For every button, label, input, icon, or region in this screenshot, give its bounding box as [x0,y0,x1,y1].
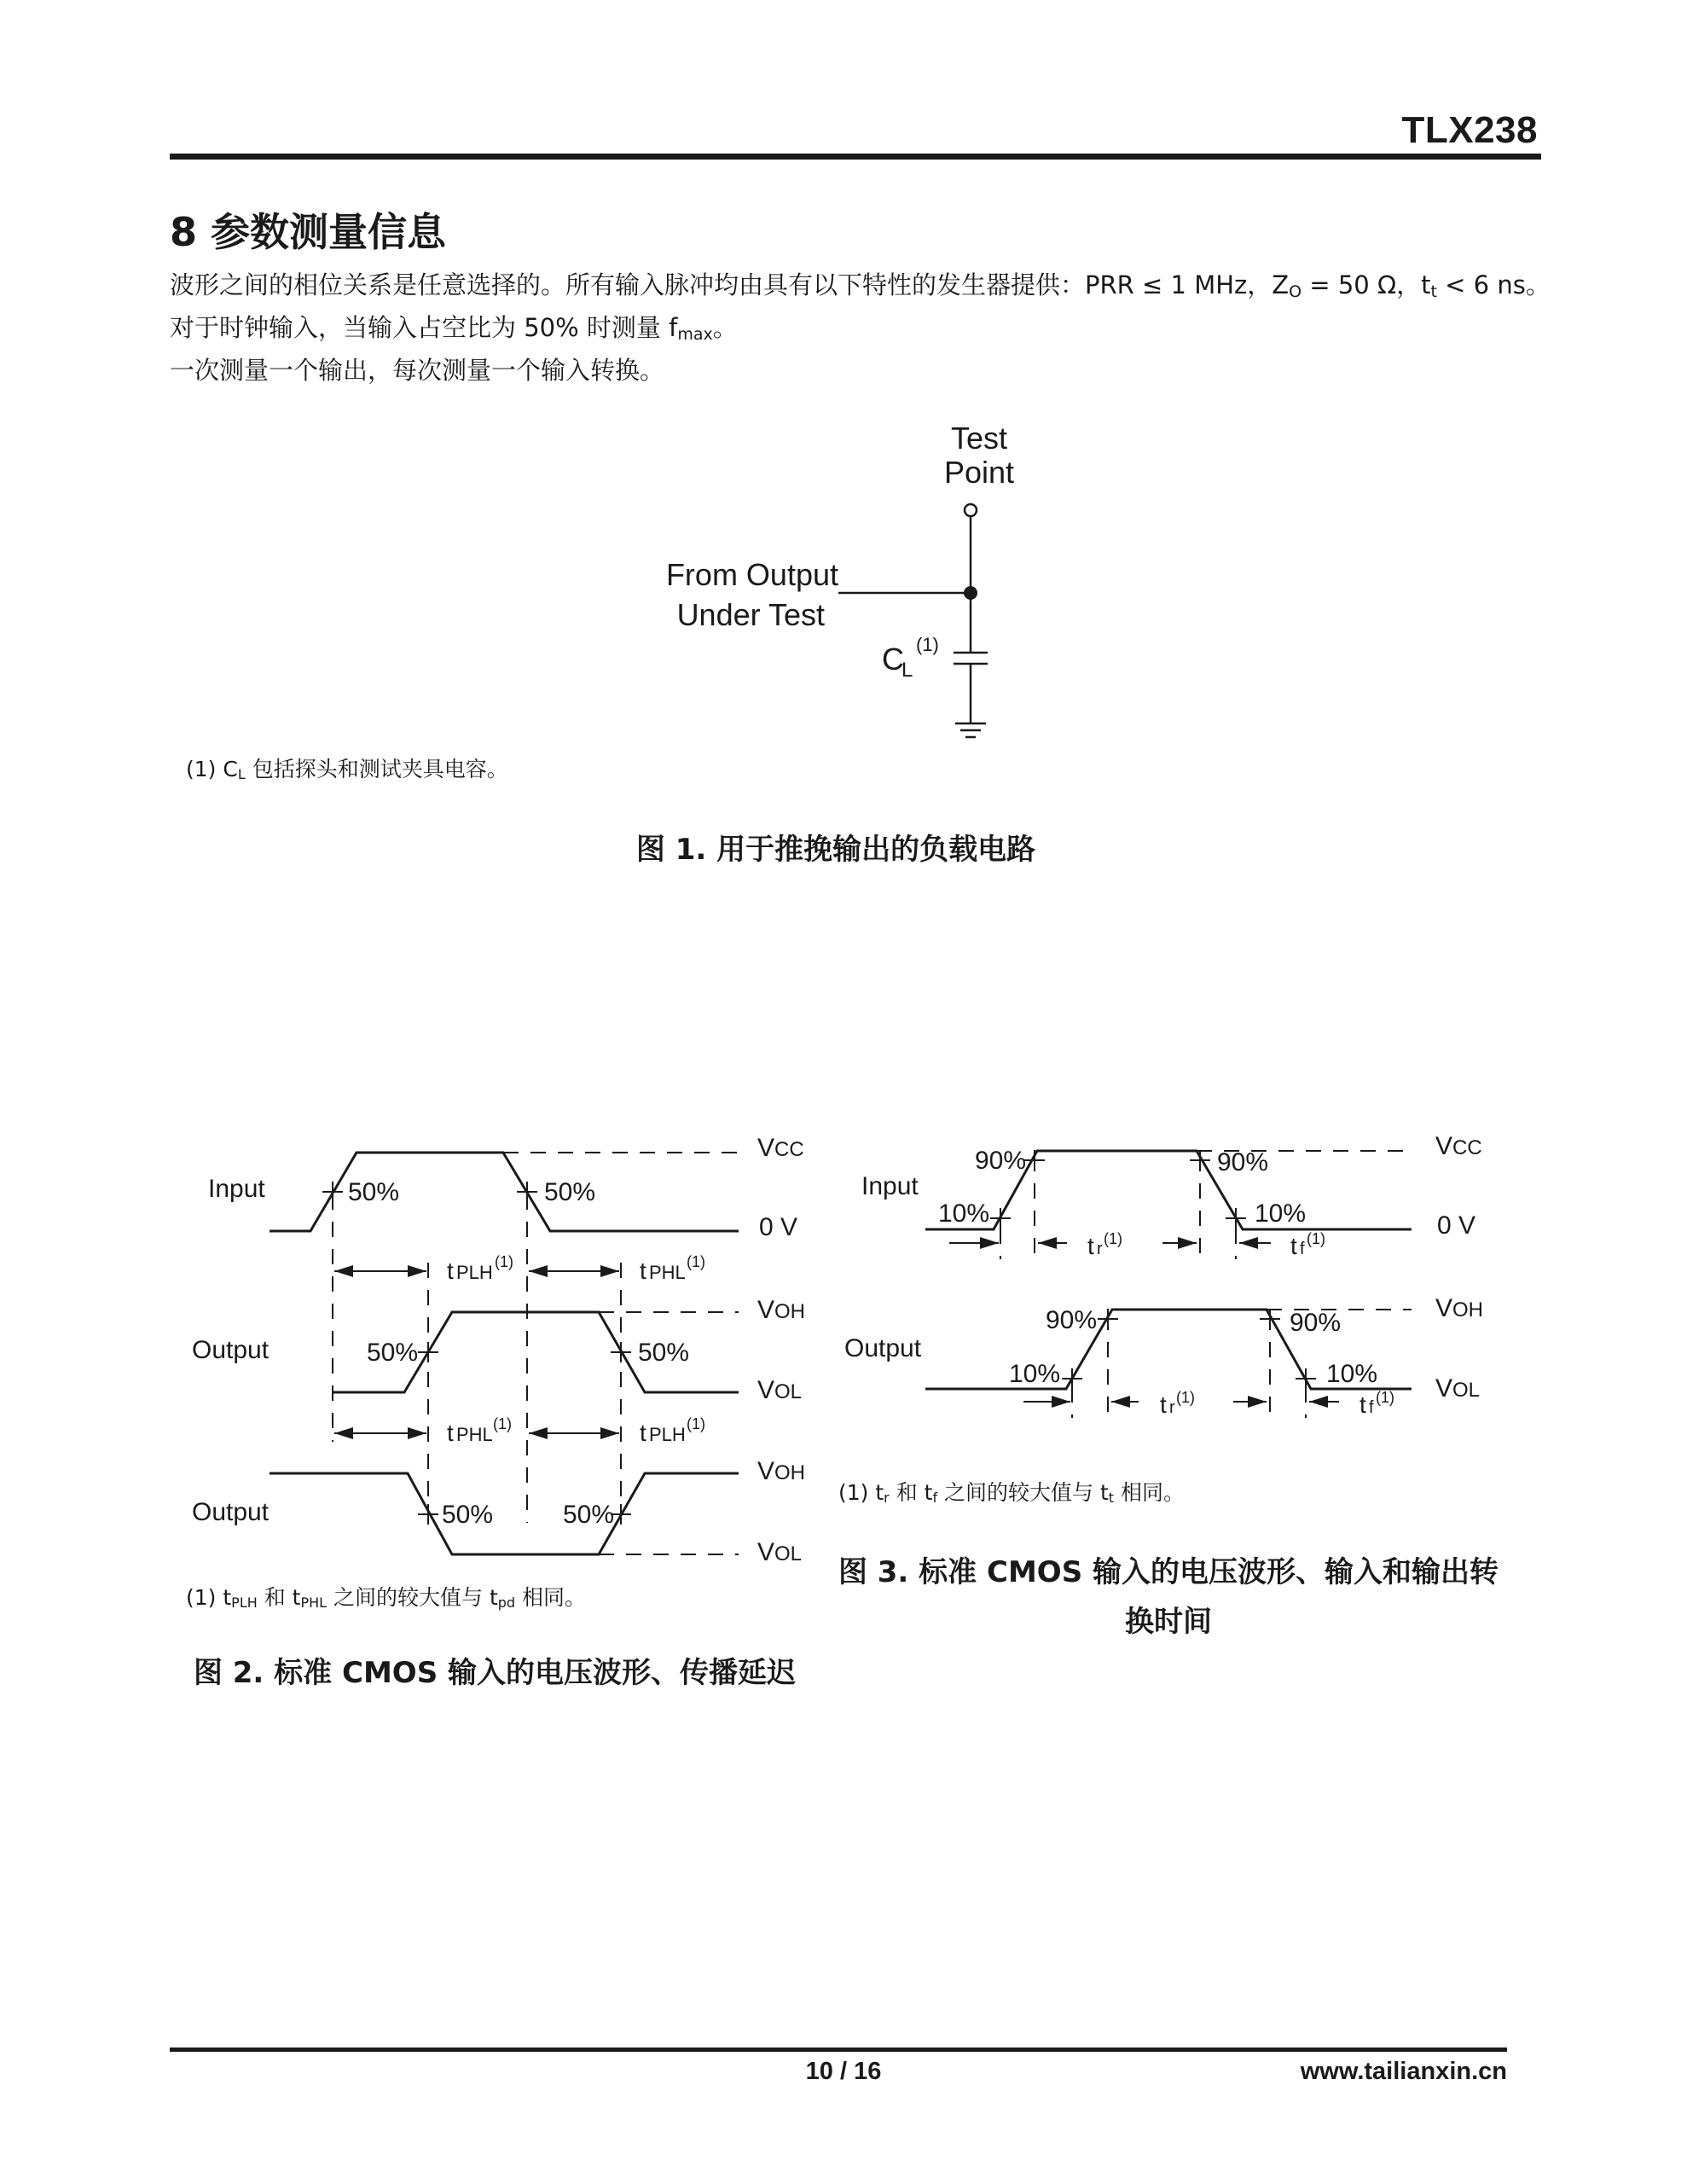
fig3-input-label: Input [861,1172,919,1200]
cl-label: C [882,642,904,677]
fig3-tf-sub-1: f [1300,1240,1305,1258]
fig3-voh-label: V [1435,1294,1453,1322]
figure3-caption-line2: 换时间 [1125,1605,1212,1639]
fig3-tf-sub-2: f [1369,1398,1374,1417]
page-number: 10 / 16 [805,2058,882,2085]
cl-note-ref: (1) [916,634,939,655]
test-point-label-2: Point [943,455,1015,490]
fig2-pct-f: 50% [563,1501,615,1529]
fig2-pct-e: 50% [442,1501,494,1529]
fig2-tphl-label-1: t [640,1258,646,1284]
fig3-pct-out-90a: 90% [1046,1306,1098,1334]
fig2-vcc-sub: CC [774,1138,804,1161]
fig3-pct-in-90b: 90% [1217,1148,1269,1176]
fig2-pct-b: 50% [544,1178,596,1206]
fig2-tphl-ref-2: (1) [493,1415,512,1432]
fig2-input-label: Input [208,1175,265,1203]
fig2-pct-d: 50% [638,1339,690,1367]
section-title: 8 参数测量信息 [170,209,447,255]
fig2-pct-c: 50% [367,1339,419,1367]
fig3-vcc-sub: CC [1452,1136,1482,1159]
fig2-vol2-label: V [757,1538,775,1566]
paragraph-3: 一次测量一个输出，每次测量一个输入转换。 [170,356,665,385]
figure3-caption-line1: 图 3. 标准 CMOS 输入的电压波形、输入和输出转 [838,1555,1499,1589]
test-point-label-1: Test [950,421,1008,456]
fig2-tplh-sub-2: PLH [649,1424,686,1445]
fig3-vol-sub: OL [1452,1379,1481,1402]
figure2-note: (1) $t_{PLH}$ 和 $t_{PHL}$ 之间的较大值与 $t_{pd}$ 相同。 [186,1585,587,1611]
fig3-tr-ref-2: (1) [1176,1389,1195,1406]
figure1-caption: 图 1. 用于推挽输出的负载电路 [635,833,1036,867]
fig3-tr-label-2: t [1160,1391,1167,1418]
fig3-tr-ref-1: (1) [1104,1230,1122,1247]
fig3-tf-ref-2: (1) [1376,1389,1394,1406]
fig3-tf-label-2: t [1359,1391,1366,1418]
fig3-output-label: Output [844,1334,922,1362]
fig3-tr-label-1: t [1087,1233,1094,1259]
fig2-vol1-sub: OL [774,1380,803,1403]
fig2-voh1-sub: OH [774,1300,805,1323]
fig2-tplh-ref-1: (1) [495,1253,513,1270]
fig3-tf-ref-1: (1) [1307,1230,1325,1247]
fig2-tplh-label-2: t [640,1420,646,1446]
fig2-pct-a: 50% [348,1178,400,1206]
fig3-pct-in-10b: 10% [1255,1199,1307,1228]
paragraph-1: 波形之间的相位关系是任意选择的。所有输入脉冲均由具有以下特性的发生器提供：PRR ≤ 1 MHz，$Z_O = 50$ Ω，$t_t < 6$ ns。 [170,270,1551,301]
fig2-vol2-sub: OL [774,1542,803,1565]
fig3-tr-sub-1: r [1097,1240,1103,1258]
fig2-tphl-label-2: t [447,1420,454,1446]
figure3-note: (1) $t_r$ 和 $t_f$ 之间的较大值与 $t_t$ 相同。 [838,1480,1186,1506]
part-number: TLX238 [1401,109,1538,151]
footer-rule [170,2048,1507,2052]
cl-label-sub: L [901,659,913,682]
fig2-output1-label: Output [192,1336,270,1364]
paragraph-2: 对于时钟输入，当输入占空比为 50% 时测量 $f_{max}$。 [170,313,738,344]
fig2-voh1-label: V [757,1296,775,1324]
fig3-pct-out-10b: 10% [1326,1360,1378,1388]
fig2-tplh-sub-1: PLH [456,1262,493,1283]
fig3-voh-sub: OH [1452,1298,1483,1321]
fig2-voh2-sub: OH [774,1461,805,1484]
fig3-tf-label-1: t [1290,1233,1297,1259]
figure2-caption: 图 2. 标准 CMOS 输入的电压波形、传播延迟 [193,1656,797,1690]
figure1-note: (1) $C_L$ 包括探头和测试夹具电容。 [186,757,508,782]
fig2-0v-label: 0 V [759,1213,798,1241]
fig3-pct-in-10a: 10% [938,1199,990,1228]
fig2-tphl-ref-1: (1) [687,1253,705,1270]
fig2-voh2-label: V [757,1457,775,1485]
fig2-tphl-sub-2: PHL [456,1424,493,1445]
fig2-vol1-label: V [757,1376,775,1404]
fig2-output2-label: Output [192,1498,270,1526]
fig2-tphl-sub-1: PHL [649,1262,686,1283]
figure3-caption [836,1548,1501,1647]
from-output-label-2: Under Test [676,597,825,632]
fig3-pct-out-10a: 10% [1009,1360,1061,1388]
website-link[interactable]: www.tailianxin.cn [1300,2058,1507,2085]
fig2-tplh-label-1: t [447,1258,454,1284]
fig3-vol-label: V [1435,1374,1453,1403]
fig3-pct-in-90a: 90% [975,1147,1027,1175]
fig3-tr-sub-2: r [1169,1398,1175,1417]
from-output-label-1: From Output [665,557,838,592]
fig3-pct-out-90b: 90% [1290,1309,1342,1337]
fig3-vcc-label: V [1435,1132,1453,1160]
fig2-tplh-ref-2: (1) [687,1415,705,1432]
fig2-vcc-label: V [757,1134,775,1162]
fig3-0v-label: 0 V [1437,1211,1476,1240]
